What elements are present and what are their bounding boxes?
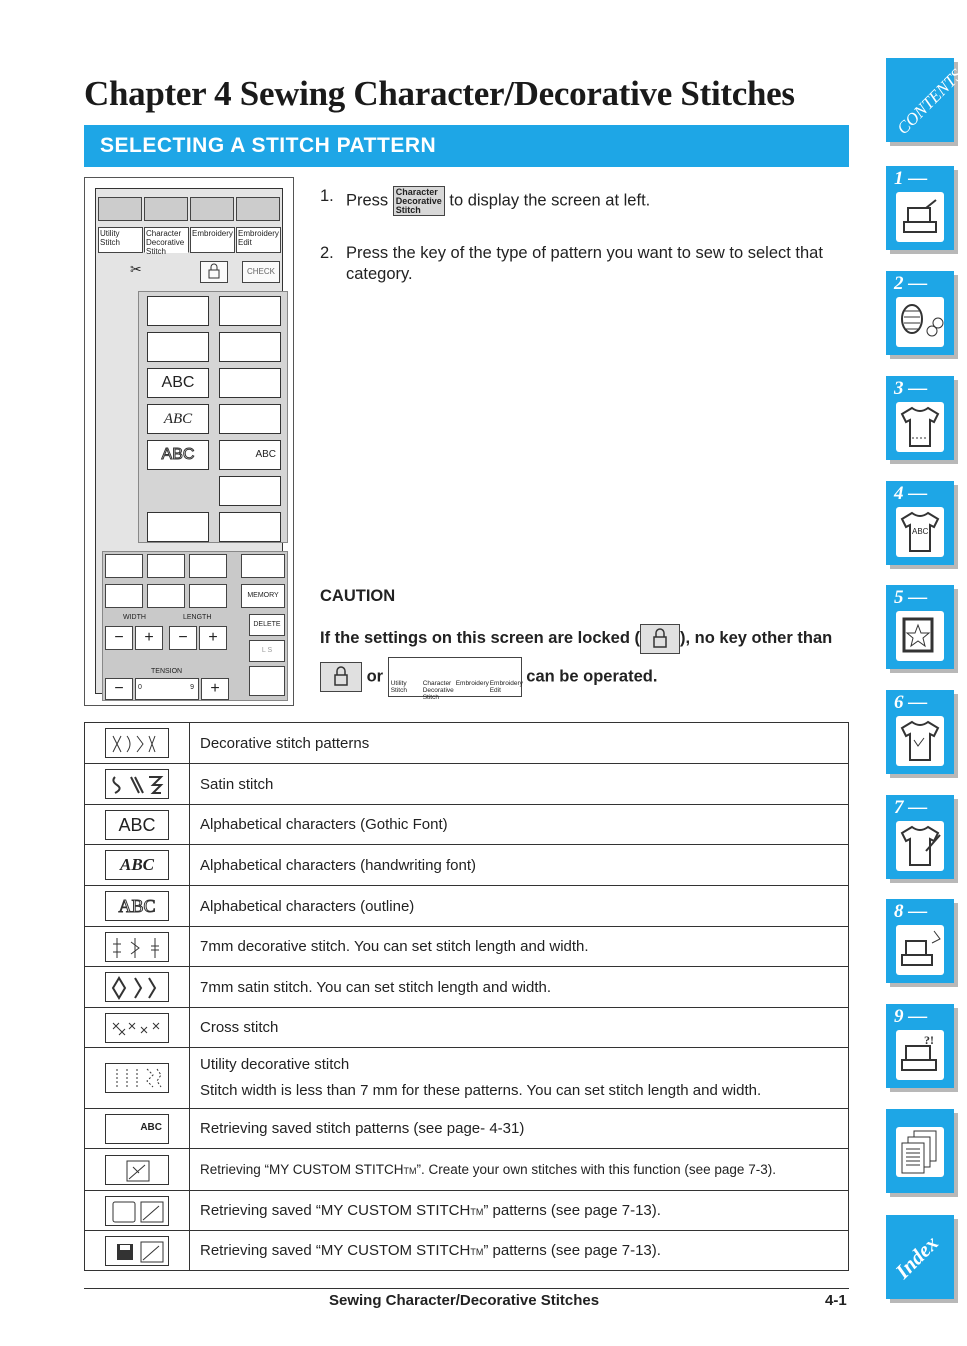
screen-illustration	[84, 177, 294, 706]
machine-maintenance-icon	[896, 925, 944, 975]
saved-patterns-key[interactable]: ABC	[219, 440, 281, 470]
side-tab-5[interactable]	[886, 585, 954, 669]
side-tab-number: 5 —	[894, 587, 928, 608]
utility-decorative-icon	[105, 1063, 169, 1093]
decorative-key[interactable]	[147, 296, 209, 326]
pattern-table	[84, 722, 849, 1271]
pages-icon	[896, 1127, 944, 1177]
table-desc: Cross stitch	[190, 1008, 849, 1048]
table-desc: Alphabetical characters (outline)	[190, 886, 849, 927]
cut-button[interactable]	[147, 554, 185, 578]
mirror-button[interactable]	[105, 584, 143, 608]
side-tab-contents[interactable]	[886, 58, 967, 142]
table-desc: 7mm satin stitch. You can set stitch length and width.	[190, 967, 849, 1008]
7mm-satin-key[interactable]	[219, 332, 281, 362]
table-row	[85, 1109, 849, 1149]
custom-stitch-icon	[105, 1155, 169, 1185]
elongate-button[interactable]	[147, 584, 185, 608]
width-minus-button[interactable]: −	[105, 626, 133, 650]
handwriting-font-icon: ABC	[105, 850, 169, 880]
footer-divider	[84, 1288, 849, 1289]
lcd-screen	[95, 188, 283, 697]
table-row	[85, 1231, 849, 1271]
outline-key[interactable]: ABC	[147, 440, 209, 470]
table-row	[85, 845, 849, 886]
side-tab-number: 3 —	[894, 378, 928, 399]
gothic-key[interactable]: ABC	[147, 368, 209, 398]
reverse-button[interactable]	[105, 554, 143, 578]
lock-button[interactable]	[200, 261, 228, 283]
side-tab-number: 7 —	[894, 797, 928, 818]
tension-minus-button[interactable]: −	[105, 678, 133, 700]
tension-scale	[135, 678, 199, 700]
memory-button[interactable]: MEMORY	[241, 584, 285, 608]
tab-utility-stitch[interactable]: Utility Stitch	[98, 227, 143, 253]
table-row	[85, 805, 849, 845]
tshirt-icon	[896, 402, 944, 452]
tm-mark: TM	[470, 1247, 484, 1257]
side-tab-number: 2 —	[894, 273, 928, 294]
side-tab-label: CONTENTS	[893, 65, 967, 139]
caution-line2-after: can be operated.	[526, 667, 658, 686]
control-area	[102, 551, 288, 701]
lock-icon	[201, 262, 227, 282]
character-tab-icon	[144, 197, 188, 221]
mini-tab-utility: Utility Stitch	[390, 680, 407, 694]
footer-title: Sewing Character/Decorative Stitches	[329, 1292, 600, 1309]
table-row	[85, 1008, 849, 1048]
table-row	[85, 723, 849, 764]
table-desc-after: ” patterns (see page 7-13).	[483, 1242, 661, 1259]
check-button[interactable]: CHECK	[242, 261, 280, 283]
tshirt-abc-text: ABC	[912, 527, 929, 536]
side-tab-number: 8 —	[894, 901, 928, 922]
embroidery-edit-tab-icon	[236, 197, 280, 221]
table-desc: Retrieving “MY CUSTOM STITCH	[200, 1162, 404, 1177]
table-desc: 7mm decorative stitch. You can set stitch length and width.	[190, 927, 849, 967]
table-desc: Retrieving saved “MY CUSTOM STITCH	[200, 1202, 471, 1219]
table-desc: Retrieving saved “MY CUSTOM STITCH	[200, 1242, 471, 1259]
side-tab-4[interactable]	[886, 481, 954, 565]
tshirt-custom-icon	[896, 821, 944, 871]
screen-tabs	[98, 197, 280, 257]
custom-stitch-key[interactable]	[147, 512, 209, 542]
side-tab-number: 9 —	[894, 1006, 928, 1027]
saved-patterns-icon: ABC	[105, 1114, 169, 1144]
caution-body	[320, 620, 850, 701]
tab-embroidery[interactable]: Embroidery	[190, 227, 235, 253]
side-tab-3[interactable]	[886, 376, 954, 460]
table-desc: Satin stitch	[190, 764, 849, 805]
step-1-number: 1.	[320, 187, 334, 205]
side-tab-6[interactable]	[886, 690, 954, 774]
mini-tab-embroidery-edit: Embroidery Edit	[489, 680, 523, 694]
disk-custom-icon	[105, 1236, 169, 1266]
pattern-category-area	[138, 291, 288, 543]
satin-stitch-icon	[105, 769, 169, 799]
step-2	[320, 243, 850, 285]
side-tab-number: 6 —	[894, 692, 928, 713]
step-2-number: 2.	[320, 244, 334, 262]
7mm-satin-icon	[105, 972, 169, 1002]
saved-custom-icon	[105, 1196, 169, 1226]
table-row	[85, 886, 849, 927]
tab-character-decorative[interactable]: Character Decorative Stitch	[144, 227, 189, 253]
table-desc: Alphabetical characters (Gothic Font)	[190, 805, 849, 845]
page-number: 4-1	[825, 1292, 847, 1309]
utility-decorative-key[interactable]	[219, 404, 281, 434]
tension-plus-button[interactable]: +	[201, 678, 229, 700]
chapter-title: Chapter 4 Sewing Character/Decorative Stitches	[84, 74, 795, 113]
thread-spool-icon	[896, 297, 944, 347]
saved-custom-key[interactable]	[219, 512, 281, 542]
side-tab-number: 1 —	[894, 168, 928, 189]
caution-or: or	[366, 667, 384, 686]
caution-line1-before: If the settings on this screen are locked (	[320, 629, 641, 647]
table-desc: Decorative stitch patterns	[190, 723, 849, 764]
lock-icon	[640, 624, 680, 654]
table-desc-after: ” patterns (see page 7-13).	[483, 1202, 661, 1219]
character-decorative-key-icon: Character Decorative Stitch	[393, 186, 445, 216]
side-tab-pages[interactable]	[886, 1109, 954, 1193]
machine-troubleshoot-icon	[896, 1030, 944, 1080]
side-tab-7[interactable]	[886, 795, 954, 879]
decorative-stitch-icon	[105, 728, 169, 758]
ls-button[interactable]: L S	[249, 640, 285, 662]
table-desc-detail: Stitch width is less than 7 mm for these patterns. You can set stitch length and width.	[200, 1082, 762, 1099]
table-desc: Retrieving saved stitch patterns (see page- 4-31)	[190, 1109, 849, 1149]
needle-mode-button[interactable]	[189, 554, 227, 578]
thread-icon: ✂	[130, 261, 142, 277]
step-1	[320, 186, 850, 216]
lock-key-icon	[320, 662, 362, 692]
embroidery-tab-icon	[190, 197, 234, 221]
caution-line1-after: ), no key other than	[680, 629, 833, 647]
7mm-decorative-icon	[105, 932, 169, 962]
cross-stitch-key[interactable]	[219, 368, 281, 398]
step-1-after: to display the screen at left.	[449, 191, 651, 210]
sewing-machine-icon	[896, 192, 944, 242]
tension-min: 0	[138, 684, 142, 691]
table-row	[85, 967, 849, 1008]
7mm-decorative-key[interactable]	[219, 296, 281, 326]
table-row	[85, 1191, 849, 1231]
caution-heading: CAUTION	[320, 587, 396, 605]
utility-tab-icon	[98, 197, 142, 221]
table-row	[85, 1048, 849, 1109]
width-label: WIDTH	[123, 614, 146, 621]
side-tab-number: 4 —	[894, 483, 928, 504]
delete-button[interactable]: DELETE	[249, 614, 285, 636]
table-desc: Alphabetical characters (handwriting font)	[190, 845, 849, 886]
tshirt-abc-icon	[896, 507, 944, 557]
outline-font-icon: ABC	[105, 891, 169, 921]
section-title: SELECTING A STITCH PATTERN	[84, 125, 849, 167]
step-1-before: Press	[346, 191, 389, 210]
tm-mark: TM	[470, 1207, 484, 1217]
table-desc: Utility decorative stitch	[200, 1056, 350, 1073]
size-button[interactable]	[189, 584, 227, 608]
side-tab-8[interactable]	[886, 899, 954, 983]
svg-text:?!: ?!	[924, 1033, 934, 1047]
table-row	[85, 764, 849, 805]
tm-mark: TM	[403, 1166, 417, 1176]
gothic-font-icon: ABC	[105, 810, 169, 840]
tension-label: TENSION	[151, 668, 183, 675]
side-tab-2[interactable]	[886, 271, 954, 355]
twin-needle-button[interactable]	[241, 554, 285, 578]
length-minus-button[interactable]: −	[169, 626, 197, 650]
mini-tab-embroidery: Embroidery	[455, 680, 489, 687]
disk-custom-key[interactable]	[219, 476, 281, 506]
width-plus-button[interactable]: +	[135, 626, 163, 650]
length-label: LENGTH	[183, 614, 212, 621]
step-2-text: Press the key of the type of pattern you want to sew to select that category.	[346, 244, 823, 283]
side-tab-1[interactable]	[886, 166, 954, 250]
tension-max: 9	[190, 684, 194, 691]
length-plus-button[interactable]: +	[199, 626, 227, 650]
embroidery-frame-icon	[896, 611, 944, 661]
side-tab-label: Index	[890, 1230, 943, 1284]
screen-tabs-icon	[388, 657, 523, 701]
handwriting-key[interactable]: ABC	[147, 404, 209, 434]
mini-tab-character: Character Decorative Stitch	[422, 680, 454, 701]
table-desc-after: ”. Create your own stitches with this function (see page 7-3).	[416, 1162, 776, 1177]
table-row	[85, 927, 849, 967]
feed-button[interactable]	[249, 666, 285, 696]
satin-key[interactable]	[147, 332, 209, 362]
cross-stitch-icon	[105, 1013, 169, 1043]
tab-embroidery-edit[interactable]: Embroidery Edit	[236, 227, 281, 253]
tshirt-embroidery-icon	[896, 716, 944, 766]
side-tab-9[interactable]	[886, 1004, 954, 1088]
side-tab-index[interactable]	[886, 1215, 954, 1299]
table-row	[85, 1149, 849, 1191]
